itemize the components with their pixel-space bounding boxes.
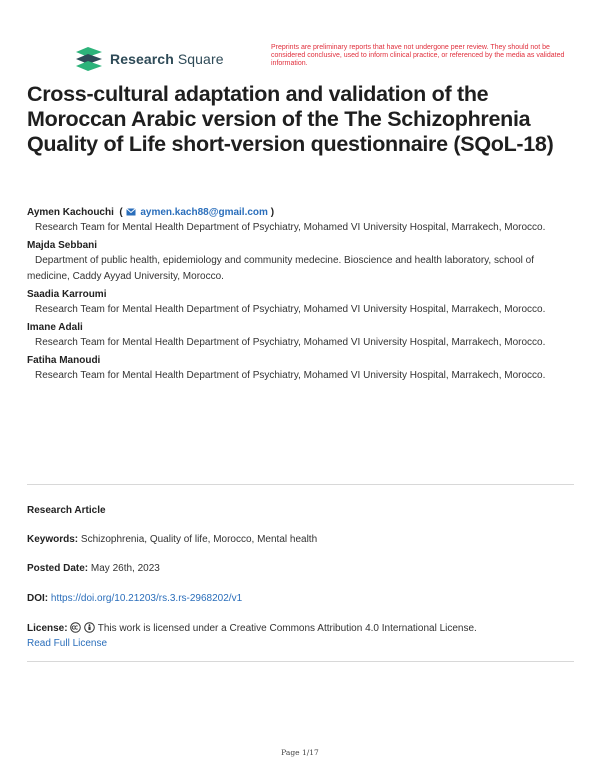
author-name: Imane Adali — [27, 322, 83, 333]
logo-text-regular: Square — [177, 51, 224, 67]
keywords-row — [27, 532, 577, 547]
author-affiliation: Department of public health, epidemiology and community medecine. Bioscience and health laboratory, school of medicine, Caddy Ayyad University, Morocco. — [27, 255, 534, 282]
author-list — [27, 206, 577, 387]
logo-text-bold: Research — [110, 51, 174, 67]
research-square-logo-icon — [74, 46, 104, 72]
author-item — [27, 321, 577, 351]
doi-row — [27, 591, 577, 606]
posted-date-label: Posted Date: — [27, 563, 89, 574]
author-item — [27, 354, 577, 384]
author-affiliation: Research Team for Mental Health Department of Psychiatry, Mohamed VI University Hospital, Marrakech, Morocco. — [35, 304, 546, 315]
preprint-notice: Preprints are preliminary reports that have not undergone peer review. They should not be considered conclusive, used to inform clinical practice, or referenced by the media as validated information. — [271, 44, 565, 67]
article-type: Research Article — [27, 505, 106, 516]
mail-icon — [126, 208, 136, 216]
license-text: This work is licensed under a Creative Commons Attribution 4.0 International License. — [97, 623, 477, 634]
author-item — [27, 239, 577, 285]
author-affiliation: Research Team for Mental Health Department of Psychiatry, Mohamed VI University Hospital, Marrakech, Morocco. — [35, 370, 546, 381]
author-affiliation: Research Team for Mental Health Department of Psychiatry, Mohamed VI University Hospital, Marrakech, Morocco. — [35, 337, 546, 348]
posted-date-value: May 26th, 2023 — [90, 563, 160, 574]
paper-title: Cross-cultural adaptation and validation of the Moroccan Arabic version of the The Schizophrenia Quality of Life short-version questionnaire (SQoL-18) — [27, 82, 554, 156]
research-square-logo[interactable] — [74, 46, 224, 72]
author-affiliation: Research Team for Mental Health Department of Psychiatry, Mohamed VI University Hospital, Marrakech, Morocco. — [35, 222, 546, 233]
creative-commons-icon — [70, 622, 81, 633]
attribution-icon — [84, 622, 95, 633]
keywords-label: Keywords: — [27, 534, 79, 545]
author-name: Aymen Kachouchi — [27, 207, 114, 218]
author-name: Saadia Karroumi — [27, 289, 107, 300]
page-number: Page 1/17 — [281, 748, 319, 757]
doi-label: DOI: — [27, 593, 49, 604]
doi-link[interactable]: https://doi.org/10.21203/rs.3.rs-2968202/v1 — [50, 593, 243, 604]
author-item: Aymen Kachouchi ( aymen.kach88@gmail.com ) Research Team for Mental Health Department of Psychiatry, Mohamed VI University Hospital, Marrakech, Morocco. — [27, 206, 577, 236]
keywords-value: Schizophrenia, Quality of life, Morocco, Mental health — [80, 534, 318, 545]
divider — [27, 484, 574, 485]
author-email-link[interactable]: aymen.kach88@gmail.com — [140, 207, 268, 218]
divider — [27, 661, 574, 662]
author-name: Fatiha Manoudi — [27, 355, 101, 366]
logo-text — [110, 51, 224, 67]
author-name: Majda Sebbani — [27, 240, 98, 251]
license-label: License: — [27, 623, 68, 634]
license-row — [27, 621, 577, 651]
read-full-license-link[interactable]: Read Full License — [27, 638, 108, 649]
author-item — [27, 288, 577, 318]
posted-date-row — [27, 561, 577, 576]
